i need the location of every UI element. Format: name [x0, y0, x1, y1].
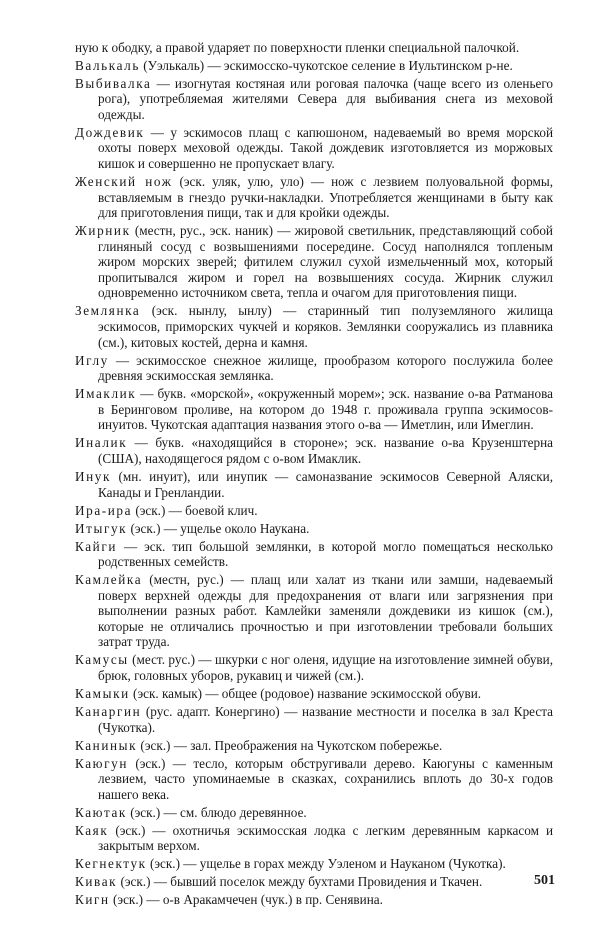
entry-term: Женский нож	[75, 173, 173, 189]
entry-term: Выбивалка	[75, 75, 152, 91]
glossary-entry	[75, 303, 553, 350]
entry-term: Имаклик	[75, 386, 137, 402]
entry-definition: (эск. камык) — общее (родовое) название эскимосской обуви.	[129, 686, 482, 702]
glossary-entry	[75, 58, 553, 74]
entry-definition: (эск.) — см. блюдо деревянное.	[126, 804, 307, 820]
continuation-text: ную к ободку, а правой ударяет по поверхности пленки специальной палочкой.	[75, 40, 520, 55]
glossary-entry	[75, 856, 553, 872]
entry-definition: (мест. рус.) — шкурки с ног оленя, идущие на изготовление зимней обуви, брюк, головных уборов, рукавиц и чижей (см.).	[98, 652, 553, 684]
entry-term: Валькаль	[75, 57, 140, 73]
entry-definition: (рус. адапт. Конергино) — название местности и поселка в зал Креста (Чукотка).	[98, 704, 553, 735]
entry-term: Ира-ира	[75, 502, 133, 518]
glossary-entry	[75, 738, 553, 754]
entry-term: Землянка	[75, 303, 141, 319]
entry-term: Кегнектук	[75, 856, 147, 872]
glossary-entry	[75, 174, 553, 221]
entry-definition: — у эскимосов плащ с капюшоном, надеваемый во время морской охоты поверх меховой одежды. Такой дождевик изготовляется из моржовых кишок и совершенно не пропускает влагу.	[98, 124, 553, 171]
entry-definition: (эск.) — боевой клич.	[132, 502, 258, 518]
entry-term: Каяк	[75, 822, 109, 838]
entry-definition: — букв. «морской», «окруженный морем»; эск. название о-ва Ратманова в Беринговом проливе, на котором до 1948 г. проживала группа эскимосов-инуитов. Чукотская адаптация названия этого о-ва — Иметлин, или Имеглин.	[98, 386, 553, 433]
entry-definition: (эск.) — ущелье около Наукана.	[127, 520, 310, 536]
entry-term: Камыки	[75, 686, 130, 702]
glossary-entry	[75, 756, 553, 803]
entry-term: Канаргин	[75, 704, 142, 719]
glossary-entry	[75, 76, 553, 123]
glossary-entry	[75, 652, 553, 683]
glossary-entry	[75, 125, 553, 172]
entry-term: Каютак	[75, 804, 127, 820]
glossary-entry	[75, 874, 553, 890]
glossary-entry	[75, 539, 553, 570]
entry-term: Иглу	[75, 352, 109, 368]
entry-definition: (эск. уляк, улю, уло) — нож с лезвием полуовальной формы, вставляемым в гнездо ручки-накладки. Употребляется женщинами в быту как для приготовления пищи, так и для кройки одежды.	[98, 173, 553, 221]
entry-definition: (местн, рус.) — плащ или халат из ткани или замши, надеваемый поверх верхней одежды для предохранения от влаги или загрязнения при выполнении разных работ. Камлейки заменяли дождевики из кишок (см.), которые не отличались прочностью и при изготовлении требовали больших затрат труда.	[98, 572, 553, 650]
page-number: 501	[534, 873, 555, 888]
entry-term: Кигн	[75, 892, 110, 908]
glossary-entry	[75, 704, 553, 735]
entry-term: Кайги	[75, 538, 117, 554]
entry-definition: — изогнутая костяная или роговая палочка (чаще всего из оленьего рога), употребляемая жителями Севера для выбивания снега из меховой одежды.	[98, 75, 553, 122]
glossary-entry	[75, 892, 553, 908]
entry-term: Итыгук	[75, 520, 128, 536]
entry-term: Каюгун	[75, 755, 128, 771]
entry-definition: (эск.) — бывший поселок между бухтами Провидения и Ткачен.	[117, 874, 483, 890]
entry-definition: — эскимосское снежное жилище, прообразом которого послужила более древняя эскимосская землянка.	[98, 352, 553, 384]
entry-term: Иналик	[75, 435, 128, 451]
entry-term: Кивак	[75, 874, 118, 890]
glossary-entry	[75, 521, 553, 537]
entry-definition: (эск.) — ущелье в горах между Уэленом и Науканом (Чукотка).	[146, 856, 506, 872]
glossary-list	[75, 40, 553, 910]
entry-definition: (Уэлькаль) — эскимосско-чукотское селение в Иультинском р-не.	[139, 57, 513, 73]
glossary-entry	[75, 469, 553, 500]
glossary-entry	[75, 353, 553, 384]
entry-term: Дождевик	[75, 124, 145, 140]
entry-term: Инук	[75, 468, 111, 484]
entry-definition: (эск. нынлу, ынлу) — старинный тип полуземляного жилища эскимосов, приморских чукчей и коряков. Землянки сооружались из плавника (см.), китовых костей, дерна и камня.	[98, 303, 553, 350]
entry-definition: (эск.) — зал. Преображения на Чукотском побережье.	[137, 737, 443, 753]
glossary-entry	[75, 805, 553, 821]
entry-definition: (местн, рус., эск. наник) — жировой светильник, представляющий собой глиняный сосуд с возвышениями посередине. Сосуд наполнялся топленым жиром морских зверей; фитилем служил сухой измельченный мох, который пропитывался жиром и горел на возвышениях сосуда. Жирник служил одновременно источником света, тепла и очагом для приготовления пищи.	[98, 223, 553, 301]
entry-term: Жирник	[75, 223, 131, 239]
glossary-entry	[75, 572, 553, 650]
glossary-entry	[75, 503, 553, 519]
glossary-entry	[75, 386, 553, 433]
entry-definition: (мн. инуит), или инупик — самоназвание эскимосов Северной Аляски, Канады и Гренландии.	[98, 468, 553, 500]
entry-term: Камлейка	[75, 572, 143, 588]
glossary-entry	[75, 223, 553, 301]
glossary-entry	[75, 686, 553, 702]
glossary-entry	[75, 435, 553, 466]
entry-definition: (эск.) — о-в Аракамчечен (чук.) в пр. Сенявина.	[109, 892, 383, 908]
entry-list	[75, 58, 553, 908]
glossary-entry	[75, 823, 553, 854]
entry-definition: (эск.) — тесло, которым обстругивали дерево. Каюгуны с каменным лезвием, часто упоминаемые в сказках, сохранились вплоть до 30-х годов нашего века.	[98, 755, 553, 802]
entry-definition: (эск.) — охотничья эскимосская лодка с легким деревянным каркасом и закрытым верхом.	[98, 822, 553, 854]
entry-definition: — эск. тип большой землянки, в которой могло помещаться несколько родственных семейств.	[98, 538, 553, 570]
entry-definition: — букв. «находящийся в стороне»; эск. название о-ва Крузенштерна (США), находящегося рядом с о-вом Имаклик.	[98, 435, 553, 466]
entry-term: Канинык	[75, 737, 138, 753]
entry-term: Камусы	[75, 652, 129, 668]
